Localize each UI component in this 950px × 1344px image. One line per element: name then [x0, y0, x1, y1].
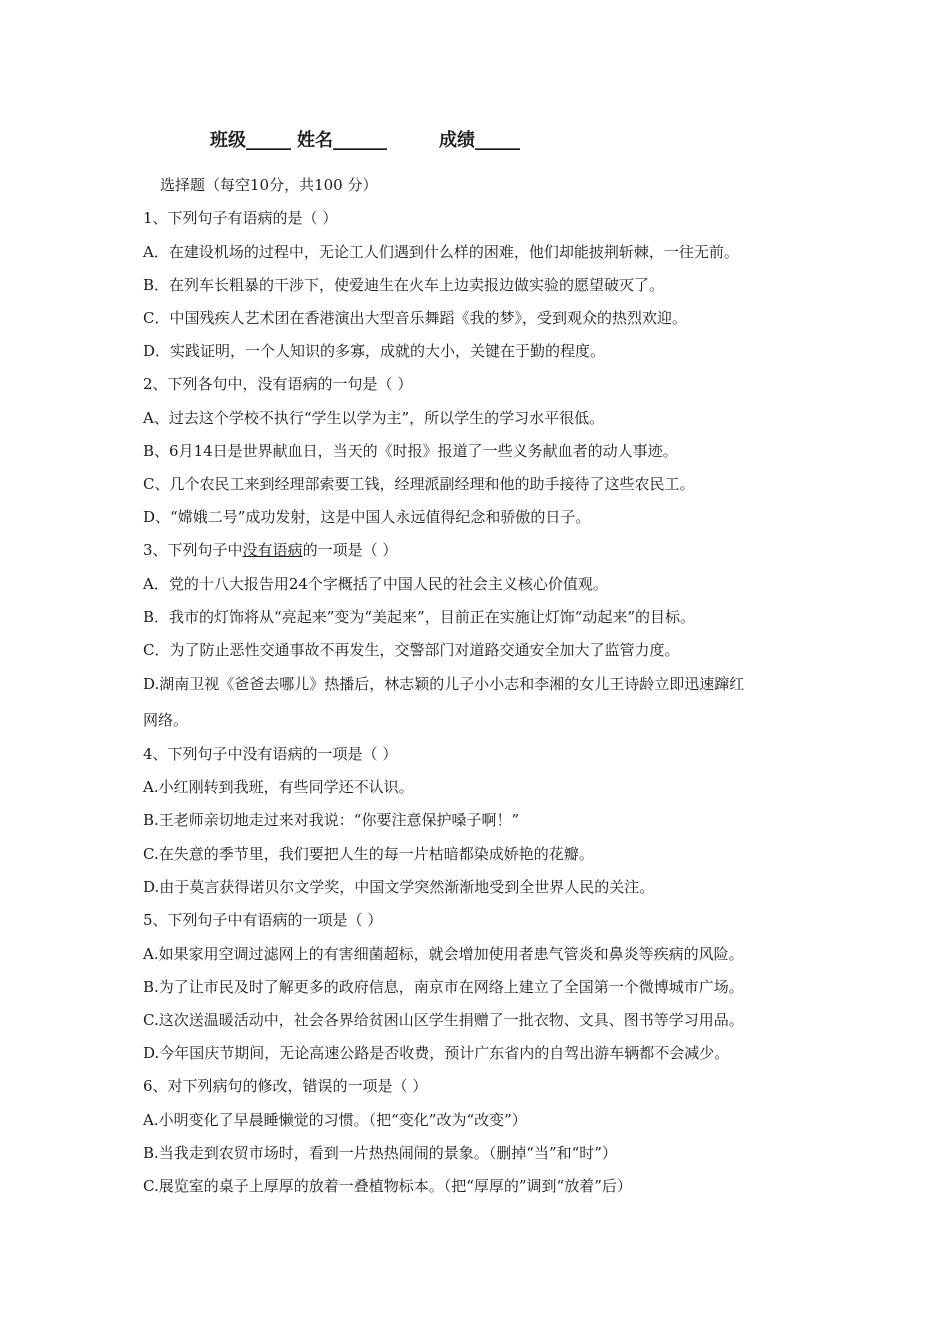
score-label: 成绩_____ [439, 130, 520, 151]
q2-option-b: B、6月14日是世界献血日，当天的《时报》报道了一些义务献血者的动人事迹。 [143, 442, 678, 460]
q4-stem: 4、下列句子中没有语病的一项是（ ） [143, 745, 398, 763]
q6-stem: 6、对下列病句的修改，错误的一项是（ ） [143, 1077, 428, 1095]
q2-stem: 2、下列各句中，没有语病的一句是（ ） [143, 375, 413, 393]
q3-stem [143, 540, 397, 560]
q3-option-c: C．为了防止恶性交通事故不再发生，交警部门对道路交通安全加大了监管力度。 [143, 641, 680, 659]
q2-option-d: D、“嫦娥二号”成功发射，这是中国人永远值得纪念和骄傲的日子。 [143, 508, 591, 526]
name-label: 姓名______ [297, 130, 387, 151]
q3-option-a: A．党的十八大报告用24个字概括了中国人民的社会主义核心价值观。 [143, 575, 608, 593]
q5-option-c: C.这次送温暖活动中，社会各界给贫困山区学生捐赠了一批衣物、文具、图书等学习用品。 [143, 1011, 744, 1029]
q6-option-b: B.当我走到农贸市场时，看到一片热热闹闹的景象。（删掉“当”和“时”） [143, 1144, 617, 1162]
q2-option-c: C、几个农民工来到经理部索要工钱，经理派副经理和他的助手接待了这些农民工。 [143, 475, 695, 493]
q3-stem-underlined: 没有语病 [242, 541, 303, 559]
q1-option-d: D．实践证明，一个人知识的多寡，成就的大小，关键在于勤的程度。 [143, 342, 606, 360]
q3-stem-suffix: 的一项是（ ） [302, 541, 398, 559]
q5-stem: 5、下列句子中有语病的一项是（ ） [143, 911, 383, 929]
q4-option-b: B.王老师亲切地走过来对我说：“你要注意保护嗓子啊！” [143, 811, 520, 829]
q1-option-a: A．在建设机场的过程中，无论工人们遇到什么样的困难，他们却能披荆斩棘，一往无前。 [143, 243, 739, 261]
q4-option-d: D.由于莫言获得诺贝尔文学奖，中国文学突然渐渐地受到全世界人民的关注。 [143, 878, 655, 896]
q2-option-a: A、过去这个学校不执行“学生以学为主”，所以学生的学习水平很低。 [143, 409, 605, 427]
student-info-header [210, 126, 520, 152]
q4-option-a: A.小红刚转到我班，有些同学还不认识。 [143, 778, 414, 796]
q3-option-d-line1: D.湖南卫视《爸爸去哪儿》热播后，林志颖的儿子小小志和李湘的女儿王诗龄立即迅速蹿红 [143, 675, 745, 693]
q5-option-a: A.如果家用空调过滤网上的有害细菌超标，就会增加使用者患气管炎和鼻炎等疾病的风险。 [143, 945, 744, 963]
q3-option-d-line2: 网络。 [143, 711, 189, 729]
q1-stem: 1、下列句子有语病的是（ ） [143, 209, 338, 227]
section-title: 选择题（每空10分，共100 分） [160, 176, 378, 194]
q1-option-b: B．在列车长粗暴的干涉下，使爱迪生在火车上边卖报边做实验的愿望破灭了。 [143, 276, 665, 294]
q4-option-c: C.在失意的季节里，我们要把人生的每一片枯暗都染成娇艳的花瓣。 [143, 845, 594, 863]
class-label: 班级_____ [210, 130, 291, 151]
q3-stem-prefix: 3、下列句子中 [143, 541, 243, 559]
q3-option-b: B．我市的灯饰将从“亮起来”变为“美起来”，目前正在实施让灯饰“动起来”的目标。 [143, 608, 696, 626]
q5-option-d: D.今年国庆节期间，无论高速公路是否收费，预计广东省内的自驾出游车辆都不会减少。 [143, 1044, 730, 1062]
q1-option-c: C．中国残疾人艺术团在香港演出大型音乐舞蹈《我的梦》，受到观众的热烈欢迎。 [143, 309, 687, 327]
q6-option-c: C.展览室的桌子上厚厚的放着一叠植物标本。（把“厚厚的”调到“放着”后） [143, 1177, 632, 1195]
q5-option-b: B.为了让市民及时了解更多的政府信息，南京市在网络上建立了全国第一个微博城市广场。 [143, 978, 744, 996]
q6-option-a: A.小明变化了早晨睡懒觉的习惯。（把“变化”改为“改变”） [143, 1111, 527, 1129]
